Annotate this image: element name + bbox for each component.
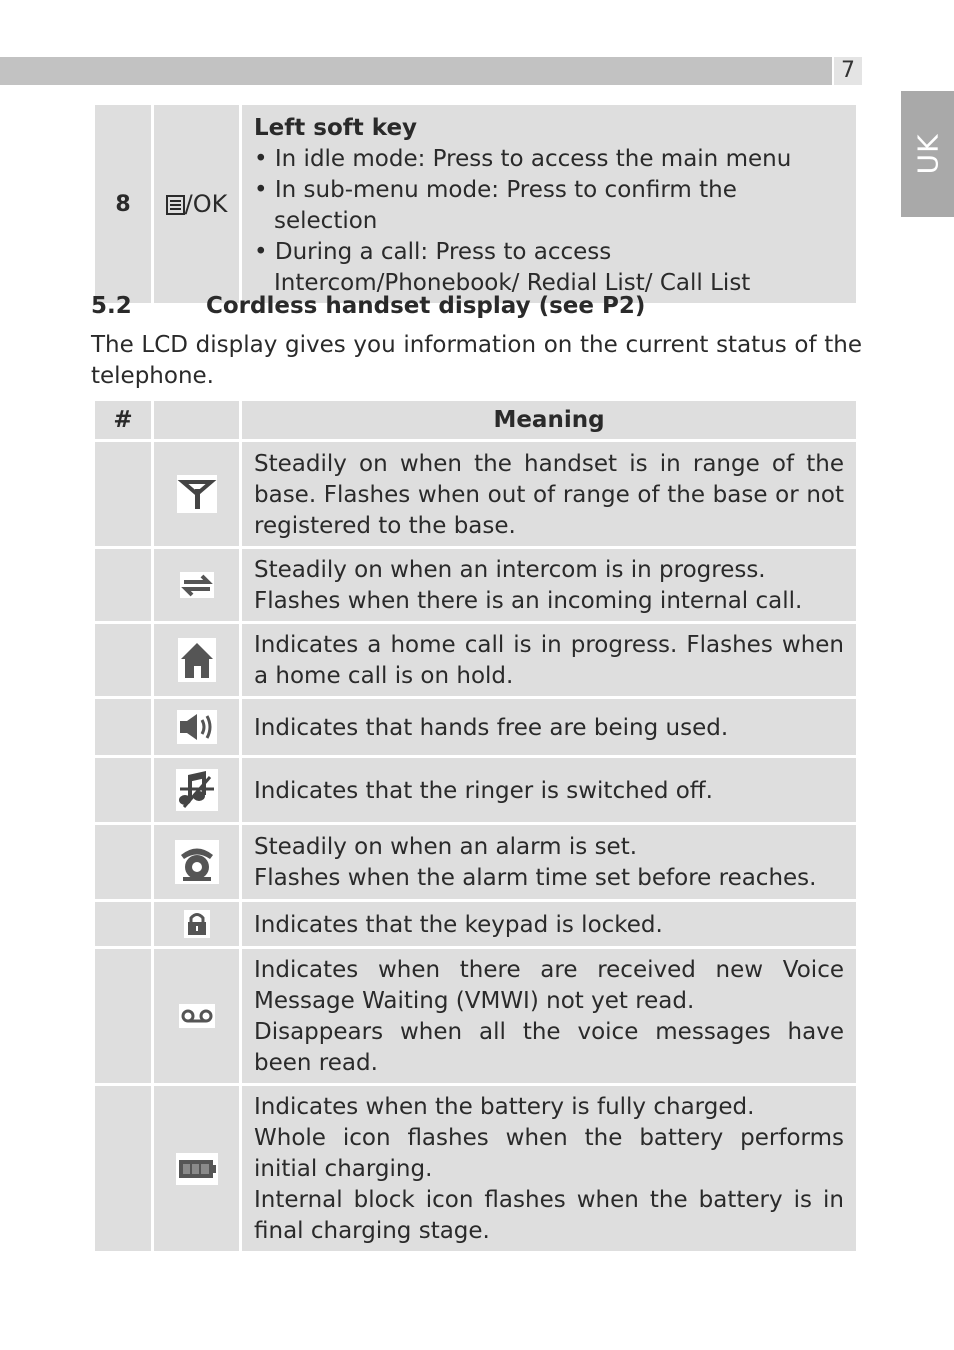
header-bar xyxy=(0,57,832,85)
table-row xyxy=(95,624,856,696)
meaning-cell: Indicates when there are received new Voice Message Waiting (VMWI) not yet read. Disappears when all the voice messages have been read. xyxy=(242,949,856,1083)
row-number xyxy=(95,1086,151,1251)
icon-cell xyxy=(154,549,239,621)
page-number: 7 xyxy=(834,57,862,85)
ringer-off-icon xyxy=(176,769,218,811)
meaning-cell: Steadily on when the handset is in range of the base. Flashes when out of range of the base or not registered to the base. xyxy=(242,442,856,546)
meaning-cell: Indicates a home call is in progress. Flashes when a home call is on hold. xyxy=(242,624,856,696)
table-row xyxy=(95,758,856,822)
column-header-number: # xyxy=(95,401,151,439)
key-label: /OK xyxy=(184,190,228,218)
speaker-icon xyxy=(177,710,217,744)
home-icon xyxy=(178,638,216,682)
meaning-cell: Indicates when the battery is fully charged. Whole icon flashes when the battery performs initial charging. Internal block icon flashes when the battery is in final charging stage. xyxy=(242,1086,856,1251)
language-tab xyxy=(901,91,954,217)
table-row xyxy=(95,699,856,755)
key-cell xyxy=(154,105,239,303)
icon-cell xyxy=(154,758,239,822)
antenna-icon xyxy=(177,475,217,513)
row-number xyxy=(95,624,151,696)
key-title: Left soft key xyxy=(254,115,418,141)
row-number xyxy=(95,549,151,621)
row-number xyxy=(95,949,151,1083)
table-row xyxy=(95,1086,856,1251)
section-heading xyxy=(91,293,645,319)
meaning-cell: Steadily on when an alarm is set. Flashes when the alarm time set before reaches. xyxy=(242,825,856,899)
display-table xyxy=(92,398,859,1254)
icon-cell xyxy=(154,1086,239,1251)
lock-icon xyxy=(184,910,210,938)
language-tab-label: UK xyxy=(911,133,944,175)
list-item: • In sub-menu mode: Press to confirm the selection xyxy=(254,177,737,234)
table-row xyxy=(95,105,856,303)
section-title: Cordless handset display (see P2) xyxy=(206,293,646,319)
intercom-icon xyxy=(180,572,214,598)
section-intro: The LCD display gives you information on the current status of the telephone. xyxy=(91,332,862,389)
row-number: 8 xyxy=(95,105,151,303)
row-number xyxy=(95,699,151,755)
icon-cell xyxy=(154,949,239,1083)
meaning-cell: Indicates that the ringer is switched off. xyxy=(242,758,856,822)
table-row xyxy=(95,902,856,946)
table-row xyxy=(95,825,856,899)
icon-cell xyxy=(154,442,239,546)
icon-cell xyxy=(154,902,239,946)
row-number xyxy=(95,758,151,822)
column-header-meaning: Meaning xyxy=(242,401,856,439)
icon-cell xyxy=(154,699,239,755)
table-row xyxy=(95,442,856,546)
icon-cell xyxy=(154,624,239,696)
list-item: • During a call: Press to access Intercom/Phonebook/ Redial List/ Call List xyxy=(254,239,751,296)
meaning-cell: Indicates that hands free are being used. xyxy=(242,699,856,755)
column-header-icon xyxy=(154,401,239,439)
list-item: • In idle mode: Press to access the main menu xyxy=(254,146,792,172)
meaning-cell: Indicates that the keypad is locked. xyxy=(242,902,856,946)
icon-cell xyxy=(154,825,239,899)
row-number xyxy=(95,442,151,546)
key-table xyxy=(92,102,859,306)
key-description xyxy=(242,105,856,303)
meaning-cell: Steadily on when an intercom is in progress. Flashes when there is an incoming internal call. xyxy=(242,549,856,621)
voicemail-icon xyxy=(179,1004,215,1028)
alarm-icon xyxy=(175,840,219,884)
row-number xyxy=(95,902,151,946)
table-header-row xyxy=(95,401,856,439)
row-number xyxy=(95,825,151,899)
menu-icon xyxy=(166,195,185,215)
table-row xyxy=(95,549,856,621)
section-number: 5.2 xyxy=(91,293,132,319)
battery-icon xyxy=(176,1153,218,1185)
table-row xyxy=(95,949,856,1083)
